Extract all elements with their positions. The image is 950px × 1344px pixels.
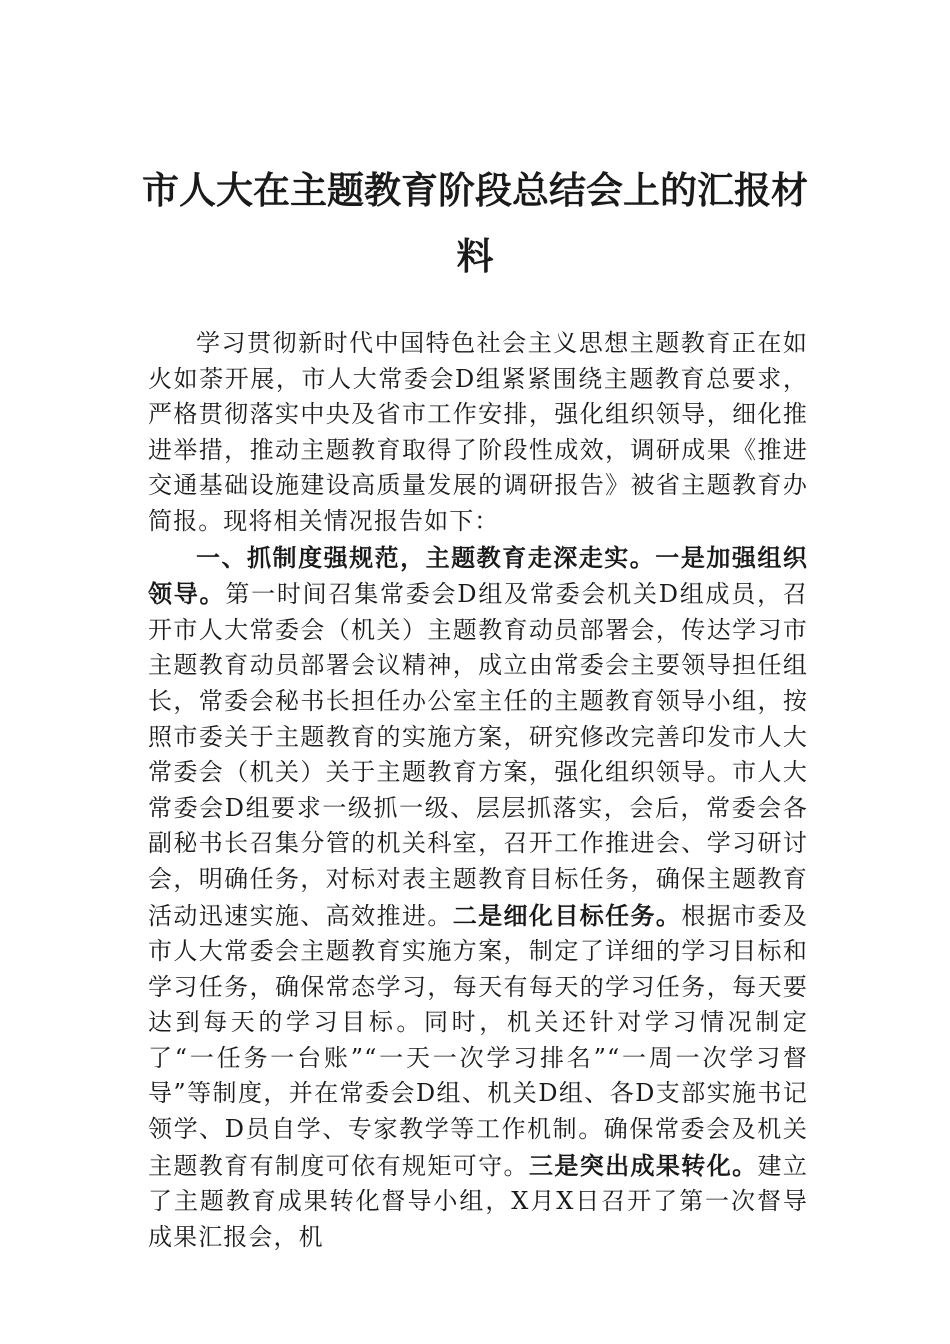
point-3-text: 建立了主题教育成果转化督导小组，X月X日召开了第一次督导成果汇报会，机	[148, 1151, 808, 1251]
point-2-text: 根据市委及市人大常委会主题教育实施方案，制定了详细的学习目标和学习任务，确保常态学习，每天有每天的学习任务，每天要达到每天的学习目标。同时，机关还针对学习情况制定了“一任务一台账”“一天一次学习排名”“一周一次学习督导”等制度，并在常委会D组、机关D组、各D支部实施书记领学、D员自学、专家教学等工作机制。确保常委会及机关主题教育有制度可依有规矩可守。	[148, 901, 808, 1180]
intro-paragraph: 学习贯彻新时代中国特色社会主义思想主题教育正在如火如荼开展，市人大常委会D组紧紧围绕主题教育总要求，严格贯彻落实中央及省市工作安排，强化组织领导，细化推进举措，推动主题教育取得了阶段性成效，调研成果《推进交通基础设施建设高质量发展的调研报告》被省主题教育办简报。现将相关情况报告如下：	[148, 329, 808, 535]
document-body	[148, 326, 808, 1255]
point-1-title: 一是加强组织领导。	[148, 542, 808, 609]
section-1-heading: 一、抓制度强规范，主题教育走深走实。	[196, 542, 656, 572]
section-1-paragraph	[148, 540, 808, 1256]
document-title	[130, 160, 820, 286]
title-line-2: 料	[456, 234, 494, 278]
point-2-title: 二是细化目标任务。	[452, 900, 682, 930]
point-3-title: 三是突出成果转化。	[528, 1150, 758, 1180]
title-line-1: 市人大在主题教育阶段总结会上的汇报材	[142, 168, 808, 212]
point-1-text: 第一时间召集常委会D组及常委会机关D组成员，召开市人大常委会（机关）主题教育动员部署会，传达学习市主题教育动员部署会议精神，成立由常委会主要领导担任组长，常委会秘书长担任办公室主任的主题教育领导小组，按照市委关于主题教育的实施方案，研究修改完善印发市人大常委会（机关）关于主题教育方案，强化组织领导。市人大常委会D组要求一级抓一级、层层抓落实，会后，常委会各副秘书长召集分管的机关科室，召开工作推进会、学习研讨会，明确任务，对标对表主题教育目标任务，确保主题教育活动迅速实施、高效推进。	[148, 580, 808, 930]
